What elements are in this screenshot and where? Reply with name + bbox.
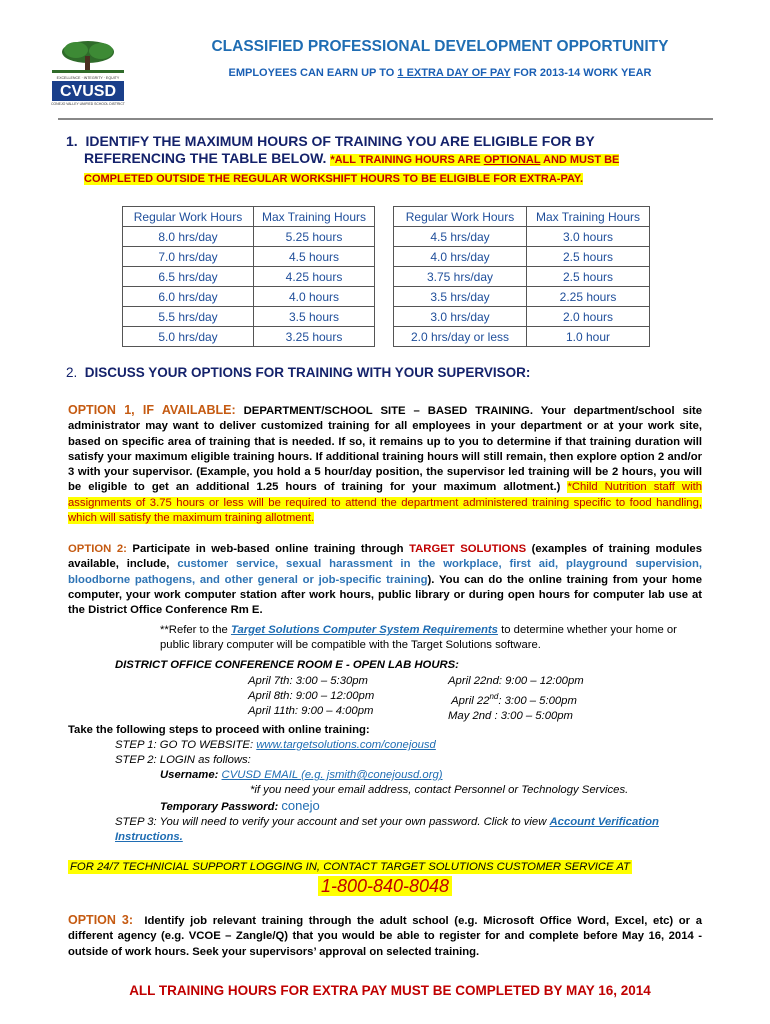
- page-subtitle: EMPLOYEES CAN EARN UP TO 1 EXTRA DAY OF PAY FOR 2013-14 WORK YEAR: [228, 67, 652, 79]
- table-row: 3.5 hrs/day 2.25 hours: [394, 287, 650, 307]
- option-2: OPTION 2: Participate in web-based online training through TARGET SOLUTIONS (examples of training modules available, include, customer service, sexual harassment in the workplace, first aid, playground supervision, bloodborne pathogens, and other general or job-specific training). You can do the online training from your home computer, your work computer station after work hours, public library or during open hours for computer lab use at the District Office Conference Rm E.: [68, 543, 702, 617]
- steps-header: Take the following steps to proceed with online training:: [68, 724, 370, 736]
- deadline-footer: ALL TRAINING HOURS FOR EXTRA PAY MUST BE COMPLETED BY MAY 16, 2014: [129, 983, 651, 998]
- support-text: FOR 24/7 TECHNICIAL SUPPORT LOGGING IN, CONTACT TARGET SOLUTIONS CUSTOMER SERVICE AT: [70, 861, 630, 873]
- table-row: 3.0 hrs/day 2.0 hours: [394, 307, 650, 327]
- logo-sub: CONEJO VALLEY UNIFIED SCHOOL DISTRICT: [51, 102, 125, 106]
- option-3: OPTION 3: Identify job relevant training through the adult school (e.g. Microsoft Office Word, Excel, etc) or a different agency (e.g. VCOE – Zangle/Q) that you would be able to register for and complete before May 16, 2014 - outside of work hours. Seek your supervisors’ approval on selected training.: [68, 913, 702, 958]
- table-row: 4.0 hrs/day 2.5 hours: [394, 247, 650, 267]
- website-link[interactable]: www.targetsolutions.com/conejousd: [256, 739, 436, 751]
- lab-hours-left: April 7th: 3:00 – 5:30pm April 8th: 9:00 – 12:00pm April 11th: 9:00 – 4:00pm: [248, 675, 375, 717]
- table-row: 6.0 hrs/day 4.0 hours: [123, 287, 375, 307]
- logo-name: CVUSD: [59, 83, 117, 100]
- section-2-title: 2. DISCUSS YOUR OPTIONS FOR TRAINING WITH YOUR SUPERVISOR:: [66, 365, 531, 380]
- logo-tagline: EXCELLENCE · INTEGRITY · EQUITY: [56, 76, 120, 80]
- username-email-link[interactable]: CVUSD EMAIL (e.g. jsmith@conejousd.org): [221, 769, 443, 781]
- section-1: 1. IDENTIFY THE MAXIMUM HOURS OF TRAINING YOU ARE ELIGIBLE FOR BY REFERENCING THE TABLE BELOW. *ALL TRAINING HOURS ARE OPTIONAL AND MUST BE COMPLETED OUTSIDE THE REGULAR WORKSHIFT HOURS TO BE ELIGIBLE FOR EXTRA-PAY.: [66, 133, 620, 185]
- table-row: 5.0 hrs/day 3.25 hours: [123, 327, 375, 347]
- hours-table-left: Regular Work Hours Max Training Hours 8.0 hrs/day 5.25 hours 7.0 hrs/day 4.5 hours 6.5 hrs/day 4.25 hours 6.0 hrs/day 4.0 hours 5.5 hrs/day 3.5 hours 5.0 hrs/day 3.25 hours: [122, 206, 375, 347]
- lab-hours-right: April 22nd: 9:00 – 12:00pm April 22nd: 3:00 – 5:00pm May 2nd : 3:00 – 5:00pm: [448, 675, 584, 722]
- account-verification-link[interactable]: Account Verification Instructions.: [115, 816, 659, 843]
- requirements-note: **Refer to the Target Solutions Computer System Requirements to determine whether your home or public library computer will be compatible with the Target Solutions software.: [160, 624, 677, 651]
- table-row: 8.0 hrs/day 5.25 hours: [123, 227, 375, 247]
- support-phone: 1-800-840-8048: [0, 876, 770, 897]
- steps-list: STEP 1: GO TO WEBSITE: www.targetsolutions.com/conejousd STEP 2: LOGIN as follows: Username: CVUSD EMAIL (e.g. jsmith@conejousd.org) *if you need your email address, contact Personnel or Technology Services. Temporary Password: conejo STEP 3: You will need to verify your account and set your own password. Click to view Account Verification Instructions.: [115, 739, 659, 843]
- requirements-link[interactable]: Target Solutions Computer System Requirements: [230, 624, 498, 636]
- table-row: 3.75 hrs/day 2.5 hours: [394, 267, 650, 287]
- table-row: 7.0 hrs/day 4.5 hours: [123, 247, 375, 267]
- table-row: 6.5 hrs/day 4.25 hours: [123, 267, 375, 287]
- table-row: 2.0 hrs/day or less 1.0 hour: [394, 327, 650, 347]
- table-row: 5.5 hrs/day 3.5 hours: [123, 307, 375, 327]
- page-title: CLASSIFIED PROFESSIONAL DEVELOPMENT OPPORTUNITY: [211, 38, 669, 55]
- lab-hours-header: DISTRICT OFFICE CONFERENCE ROOM E - OPEN LAB HOURS:: [115, 659, 459, 671]
- table-row: 4.5 hrs/day 3.0 hours: [394, 227, 650, 247]
- hours-table-right: Regular Work Hours Max Training Hours 4.5 hrs/day 3.0 hours 4.0 hrs/day 2.5 hours 3.75 hrs/day 2.5 hours 3.5 hrs/day 2.25 hours 3.0 hrs/day 2.0 hours 2.0 hrs/day or less 1.0 hour: [393, 206, 650, 347]
- option-1: OPTION 1, IF AVAILABLE: DEPARTMENT/SCHOOL SITE – BASED TRAINING. Your department/school site administrator may want to deliver customized training for all employees in your department or at your work site, based on specific area of training that is needed. If so, it remains up to you to determine if that training duration will satisfy your maximum eligible training hours. If additional training hours will still remain, then explore option 2 and/or 3 with your supervisor. (Example, you hold a 5 hour/day position, the supervisor led training will be 2 hours, you will be eligible to get an additional 1.25 hours of training for your maximum allotment.) *Child Nutrition staff with assignments of 3.75 hours or less will be required to attend the department administered training specific to food handling, which will satisfy the maximum training allotment.: [68, 403, 703, 525]
- divider: [58, 118, 713, 120]
